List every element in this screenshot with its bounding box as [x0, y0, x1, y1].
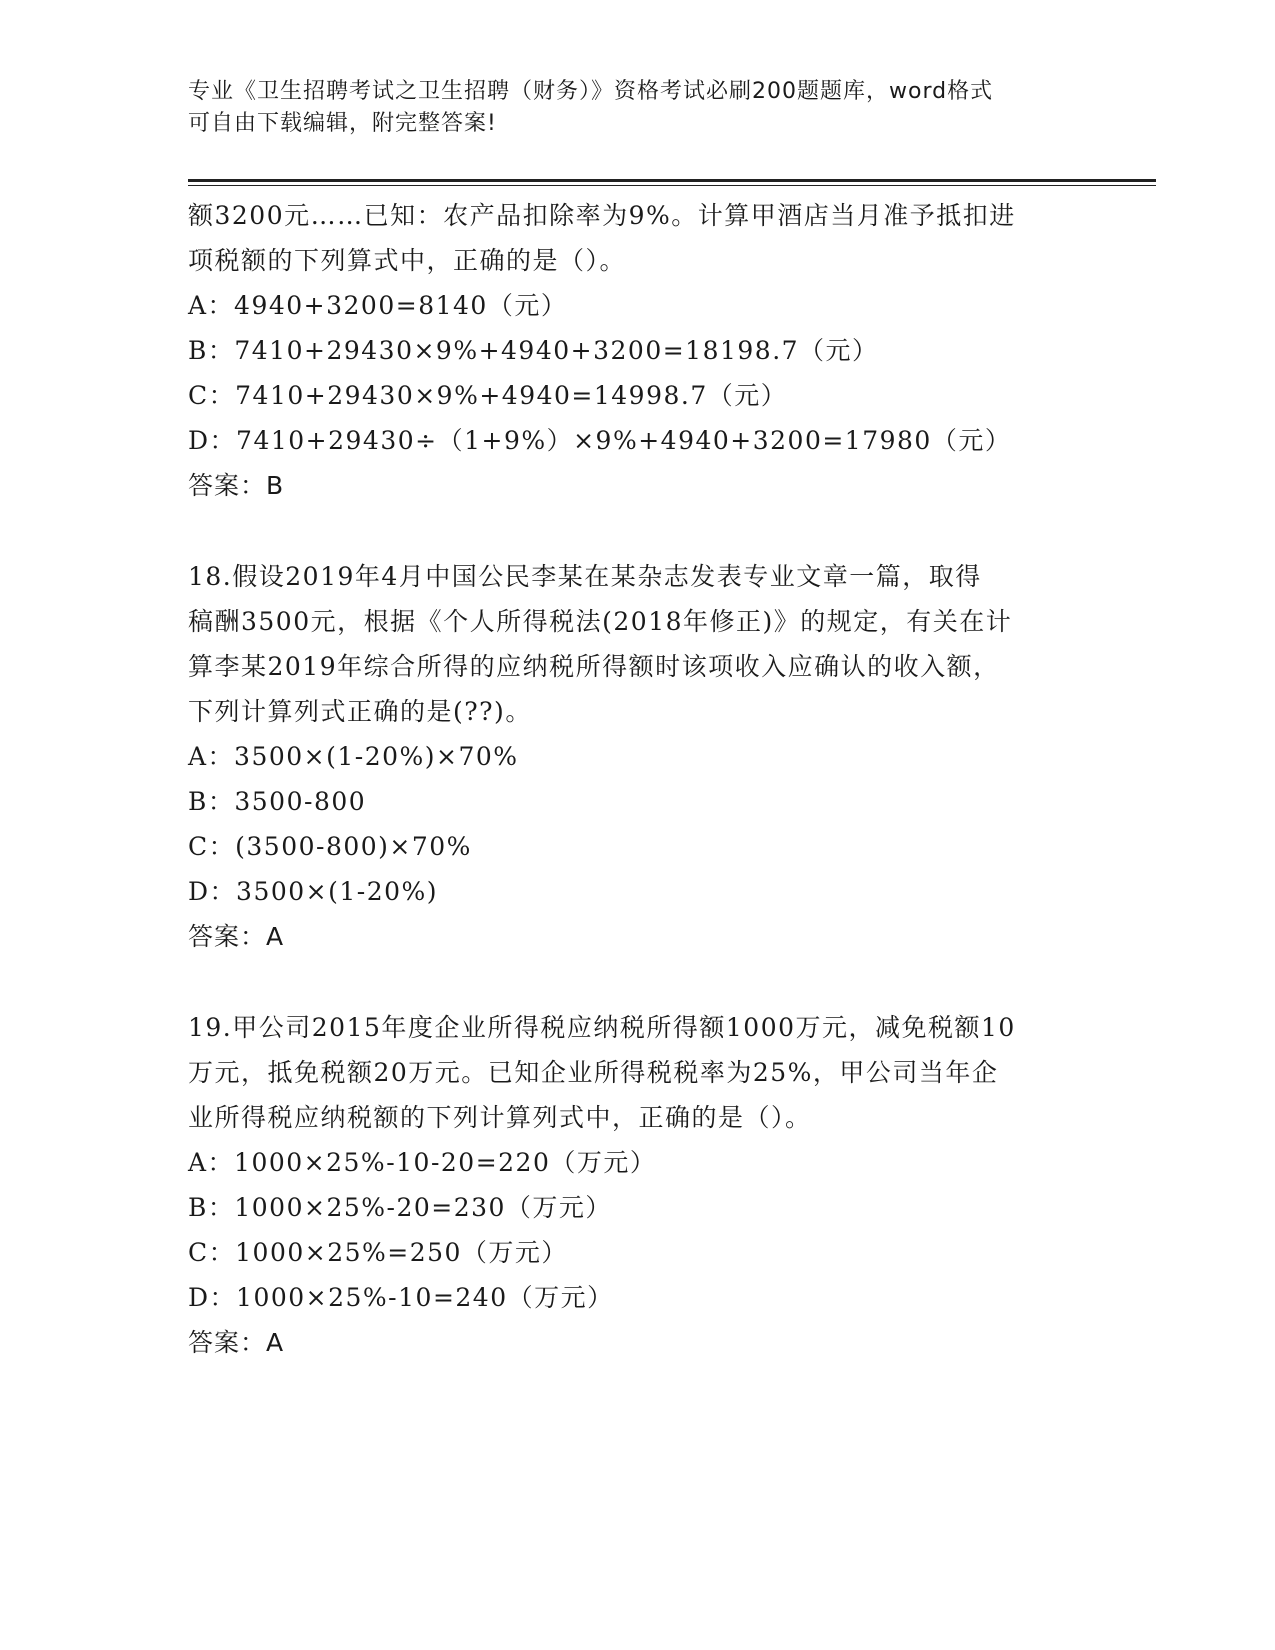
option-b: B：7410+29430×9%+4940+3200=18198.7（元）	[188, 336, 879, 365]
header-rule-thick	[188, 179, 1156, 182]
option-c: C：(3500-800)×70%	[188, 832, 472, 861]
question-stem-line: 项税额的下列算式中，正确的是（）。	[188, 246, 627, 275]
question-list	[188, 193, 1093, 1365]
header-line-1: 专业《卫生招聘考试之卫生招聘（财务）》资格考试必刷200题题库，word格式	[188, 79, 994, 104]
answer-line: 答案：A	[188, 1328, 285, 1357]
option-c: C：7410+29430×9%+4940=14998.7（元）	[188, 381, 788, 410]
option-b: B：1000×25%-20=230（万元）	[188, 1193, 612, 1222]
question-19	[188, 1005, 1093, 1365]
option-d: D：1000×25%-10=240（万元）	[188, 1283, 614, 1312]
document-header	[188, 76, 1088, 140]
question-stem-line: 业所得税应纳税额的下列计算列式中，正确的是（）。	[188, 1103, 812, 1132]
option-a: A：4940+3200=8140（元）	[188, 291, 568, 320]
question-stem-line: 18.假设2019年4月中国公民李某在某杂志发表专业文章一篇，取得	[188, 562, 982, 591]
question-stem-line: 稿酬3500元，根据《个人所得税法(2018年修正)》的规定，有关在计	[188, 607, 1013, 636]
answer-line: 答案：A	[188, 922, 285, 951]
question-stem-line: 下列计算列式正确的是(??)。	[188, 697, 532, 726]
option-a: A：1000×25%-10-20=220（万元）	[188, 1148, 657, 1177]
question-stem-line: 万元，抵免税额20万元。已知企业所得税税率为25%，甲公司当年企	[188, 1058, 999, 1087]
question-18	[188, 554, 1093, 959]
question-stem-line: 算李某2019年综合所得的应纳税所得额时该项收入应确认的收入额，	[188, 652, 1000, 681]
header-rule-thin	[188, 185, 1156, 186]
question-17	[188, 193, 1093, 508]
option-d: D：7410+29430÷（1+9%）×9%+4940+3200=17980（元）	[188, 426, 1012, 455]
option-d: D：3500×(1-20%)	[188, 877, 439, 906]
option-b: B：3500-800	[188, 787, 367, 816]
option-a: A：3500×(1-20%)×70%	[188, 742, 519, 771]
option-c: C：1000×25%=250（万元）	[188, 1238, 568, 1267]
question-stem-line: 19.甲公司2015年度企业所得税应纳税所得额1000万元，减免税额10	[188, 1013, 1016, 1042]
question-stem-line: 额3200元……已知：农产品扣除率为9%。计算甲酒店当月准予抵扣进	[188, 201, 1016, 230]
answer-line: 答案：B	[188, 471, 285, 500]
header-line-2: 可自由下载编辑，附完整答案!	[188, 111, 497, 136]
